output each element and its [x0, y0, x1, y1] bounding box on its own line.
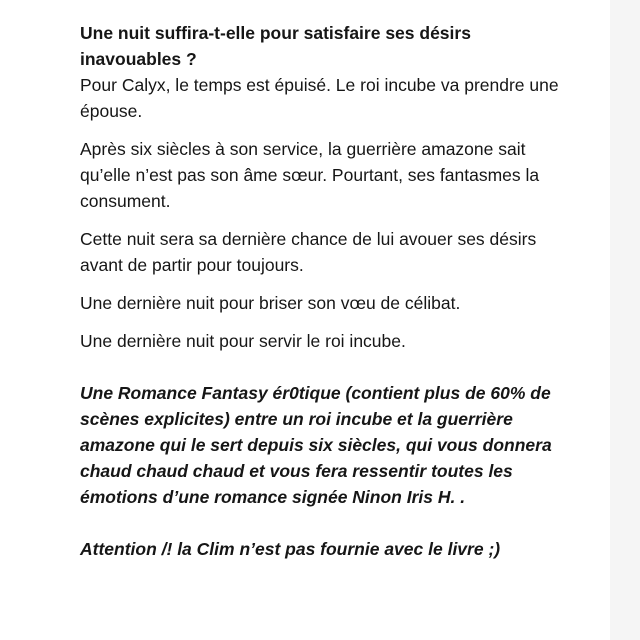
description-paragraph: Après six siècles à son service, la guerrière amazone sait qu’elle n’est pas son âme sœur. Pourtant, ses fantasmes la consument. — [80, 139, 540, 211]
genre-blurb: Une Romance Fantasy ér0tique (contient plus de 60% de scènes explicites) entre un roi incube et la guerrière amazone qui le sert depuis six siècles, qui vous donnera chaud chaud chaud et vous fera ressentir toutes les émotions d’une romance signée Ninon Iris H. . — [80, 383, 552, 507]
description-headline: Une nuit suffira-t-elle pour satisfaire ses désirs inavouables ? — [80, 23, 471, 69]
description-paragraph: Une dernière nuit pour briser son vœu de célibat. — [80, 293, 461, 313]
description-paragraph: Cette nuit sera sa dernière chance de lui avouer ses désirs avant de partir pour toujours. — [80, 229, 537, 275]
description-paragraph: Une dernière nuit pour servir le roi incube. — [80, 331, 406, 351]
warning-note: Attention /! la Clim n’est pas fournie avec le livre ;) — [80, 539, 501, 559]
page-edge-strip — [610, 0, 640, 640]
description-intro: Pour Calyx, le temps est épuisé. Le roi incube va prendre une épouse. — [80, 75, 559, 121]
book-description — [80, 20, 560, 562]
